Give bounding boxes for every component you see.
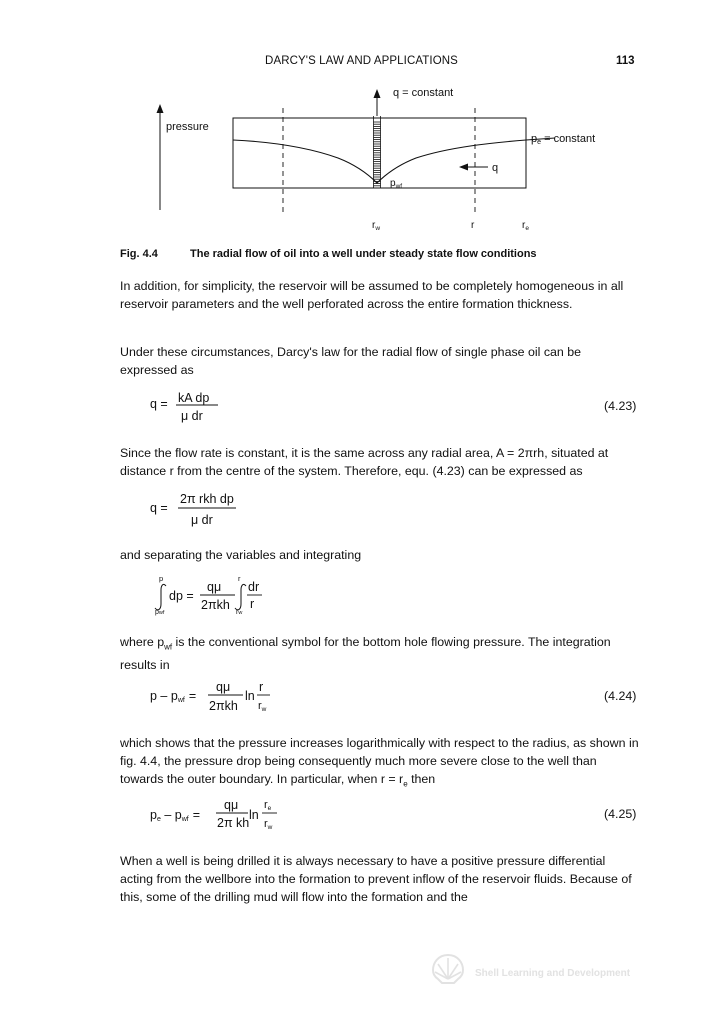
svg-text:re: re	[264, 799, 272, 812]
wellbore-perforations	[374, 122, 381, 186]
svg-text:pe – pwf=: pe – pwf =	[150, 808, 201, 823]
svg-text:p – pwf=: p – pwf =	[150, 689, 197, 704]
equation-4-24	[0, 675, 723, 720]
figure-caption	[120, 248, 537, 260]
pwf-label: $p_{wf}$	[390, 178, 403, 190]
svg-text:r: r	[238, 574, 241, 583]
shell-logo-icon	[430, 952, 466, 986]
q-flow-arrowhead	[459, 164, 468, 171]
paragraph-1: In addition, for simplicity, the reservoir will be assumed to be completely homogeneous in all reservoir parameters and the well perforated across the entire formation thickness.	[120, 279, 624, 311]
svg-text:kA dp: kA dp	[178, 391, 210, 405]
figure-radial-flow	[0, 0, 723, 240]
equation-integral	[0, 570, 723, 620]
svg-text:rw: rw	[258, 700, 267, 713]
pressure-axis-arrowhead	[157, 104, 164, 113]
re-axis-label: $r_e$	[522, 220, 529, 232]
q-constant-label: q = constant	[393, 87, 454, 99]
svg-text:rw: rw	[264, 818, 273, 831]
svg-text:p: p	[159, 574, 164, 583]
footer-logo-text: Shell Learning and Development	[475, 968, 631, 979]
svg-text:μ dr: μ dr	[191, 513, 213, 527]
svg-text:qμ: qμ	[207, 580, 222, 594]
pressure-label: pressure	[166, 121, 209, 133]
svg-text:rw: rw	[236, 609, 243, 616]
equation-4-23	[0, 382, 723, 432]
paragraph-4: and separating the variables and integrating	[120, 548, 362, 562]
paragraph-5: where $p_{wf}$ is the conventional symbol for the bottom hole flowing pressure. The integration results in	[120, 635, 611, 673]
equation-number-4-25: (4.25)	[604, 807, 637, 821]
svg-text:r: r	[250, 597, 255, 611]
svg-text:dr: dr	[248, 580, 260, 594]
paragraph-7: When a well is being drilled it is always necessary to have a positive pressure differential acting from the wellbore into the formation to prevent inflow of the reservoir fluids. Because of this, some of the drilling mud will flow into the formation and the	[120, 854, 632, 904]
figure-caption-label: Fig. 4.4	[120, 248, 158, 260]
flow-up-arrowhead	[374, 89, 381, 98]
paragraph-3: Since the flow rate is constant, it is the same across any radial area, A = 2πrh, situated at distance r from the centre of the system. Therefore, equ. (4.23) can be expressed as	[120, 446, 609, 478]
svg-text:qμ: qμ	[216, 680, 231, 694]
svg-text:q =: q =	[150, 397, 168, 411]
q-label: q	[492, 162, 499, 174]
running-header: DARCY'S LAW AND APPLICATIONS	[265, 55, 458, 67]
equation-q-radial	[0, 485, 723, 530]
svg-text:ln: ln	[249, 808, 259, 822]
rw-axis-label: $r_w$	[372, 220, 381, 232]
page-number: 113	[616, 55, 635, 67]
pe-constant-label: pe = constant	[531, 133, 596, 146]
svg-text:qμ: qμ	[224, 798, 239, 812]
svg-text:ln: ln	[245, 689, 255, 703]
svg-text:μ dr: μ dr	[181, 409, 203, 423]
svg-text:q =: q =	[150, 501, 168, 515]
equation-4-25	[0, 795, 723, 840]
r-axis-label: r	[471, 220, 475, 231]
svg-text:dp =: dp =	[169, 589, 194, 603]
equation-number-4-24: (4.24)	[604, 689, 637, 703]
svg-text:r: r	[259, 680, 264, 694]
paragraph-6: which shows that the pressure increases logarithmically with respect to the radius, as shown in fig. 4.4, the pressure drop being consequently much more severe close to the well than towards the outer boundary. In particular, when $r = r_e$ then	[120, 736, 639, 789]
svg-text:pwf: pwf	[155, 609, 165, 616]
svg-text:2πkh: 2πkh	[209, 699, 238, 713]
svg-text:2π rkh dp: 2π rkh dp	[180, 492, 234, 506]
pressure-curve	[233, 138, 555, 183]
paragraph-2: Under these circumstances, Darcy's law for the radial flow of single phase oil can be expressed as	[120, 345, 582, 377]
svg-text:2π kh: 2π kh	[217, 816, 250, 830]
svg-text:2πkh: 2πkh	[201, 598, 230, 612]
equation-number-4-23: (4.23)	[604, 399, 637, 413]
figure-caption-text: The radial flow of oil into a well under steady state flow conditions	[190, 248, 537, 260]
